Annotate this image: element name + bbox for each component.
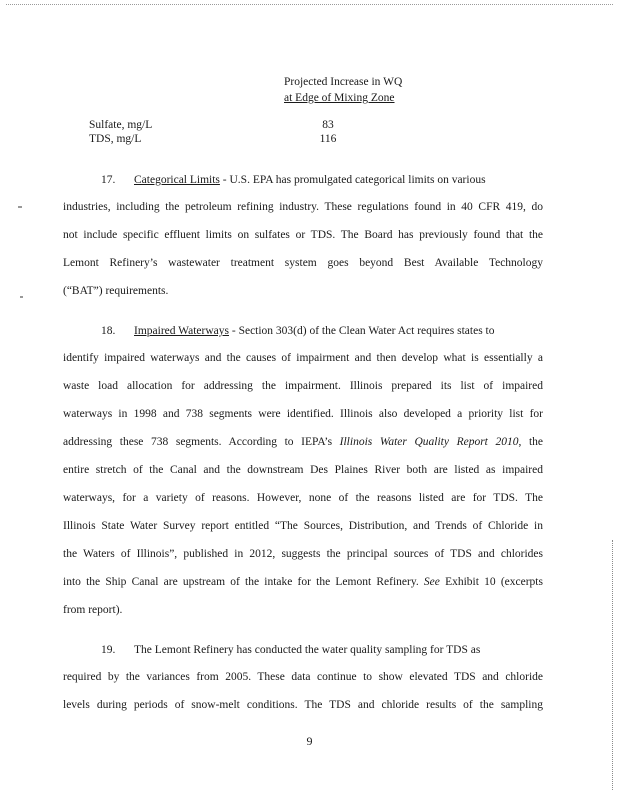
paragraph-line: waterways in 1998 and 738 segments were identified. Illinois also developed a priority list for (63, 408, 543, 420)
paragraph-line: Lemont Refinery’s wastewater treatment system goes beyond Best Available Technology (63, 257, 543, 269)
paragraph-number: 17. (101, 174, 116, 186)
table-row-label: TDS, mg/L (89, 133, 142, 145)
paragraph-line: required by the variances from 2005. These data continue to show elevated TDS and chloride (63, 671, 543, 683)
table-row-value: 83 (322, 119, 334, 131)
paragraph-line: waterways, for a variety of reasons. However, none of the reasons listed are for TDS. The (63, 492, 543, 504)
table-header-line1: Projected Increase in WQ (284, 76, 403, 88)
table-row-value: 116 (319, 133, 337, 145)
report-title: Illinois Water Quality Report 2010 (339, 436, 519, 448)
paragraph-line: the Waters of Illinois”, published in 2012, suggests the principal sources of TDS and chlorides (63, 548, 543, 560)
scan-artifact-left (18, 206, 22, 208)
paragraph-line: not include specific effluent limits on sulfates or TDS. The Board has previously found that the (63, 229, 543, 241)
scan-artifact-right (610, 540, 613, 790)
paragraph-line: from report). (63, 604, 123, 616)
paragraph-heading: Categorical Limits (134, 174, 220, 186)
scan-artifact-left (20, 296, 23, 298)
paragraph-line: into the Ship Canal are upstream of the intake for the Lemont Refinery. See Exhibit 10 (excerpts (63, 576, 543, 588)
paragraph-17-first-line: Categorical Limits - U.S. EPA has promulgated categorical limits on various (134, 174, 486, 186)
paragraph-19-first-line: The Lemont Refinery has conducted the water quality sampling for TDS as (134, 644, 481, 656)
paragraph-line: identify impaired waterways and the causes of impairment and then develop what is essentially a (63, 352, 543, 364)
see-signal: See (423, 576, 440, 588)
paragraph-line: addressing these 738 segments. According to IEPA’s Illinois Water Quality Report 2010, the (63, 436, 543, 448)
paragraph-18-first-line: Impaired Waterways - Section 303(d) of the Clean Water Act requires states to (134, 325, 495, 337)
page-number: 9 (306, 734, 313, 748)
scan-artifact-top (6, 4, 613, 9)
paragraph-line: Illinois State Water Survey report entitled “The Sources, Distribution, and Trends of Chloride in (63, 520, 543, 532)
paragraph-number: 19. (101, 644, 116, 656)
paragraph-line: waste load allocation for addressing the impairment. Illinois prepared its list of impaired (63, 380, 543, 392)
paragraph-line: industries, including the petroleum refining industry. These regulations found in 40 CFR 419, do (63, 201, 543, 213)
paragraph-line: levels during periods of snow-melt conditions. The TDS and chloride results of the sampling (63, 699, 543, 711)
paragraph-heading: Impaired Waterways (134, 325, 229, 337)
table-header-line2: at Edge of Mixing Zone (284, 92, 395, 104)
table-row-label: Sulfate, mg/L (89, 119, 153, 131)
paragraph-number: 18. (101, 325, 116, 337)
paragraph-line: entire stretch of the Canal and the downstream Des Plaines River both are listed as impaired (63, 464, 543, 476)
paragraph-line: (“BAT”) requirements. (63, 285, 169, 297)
